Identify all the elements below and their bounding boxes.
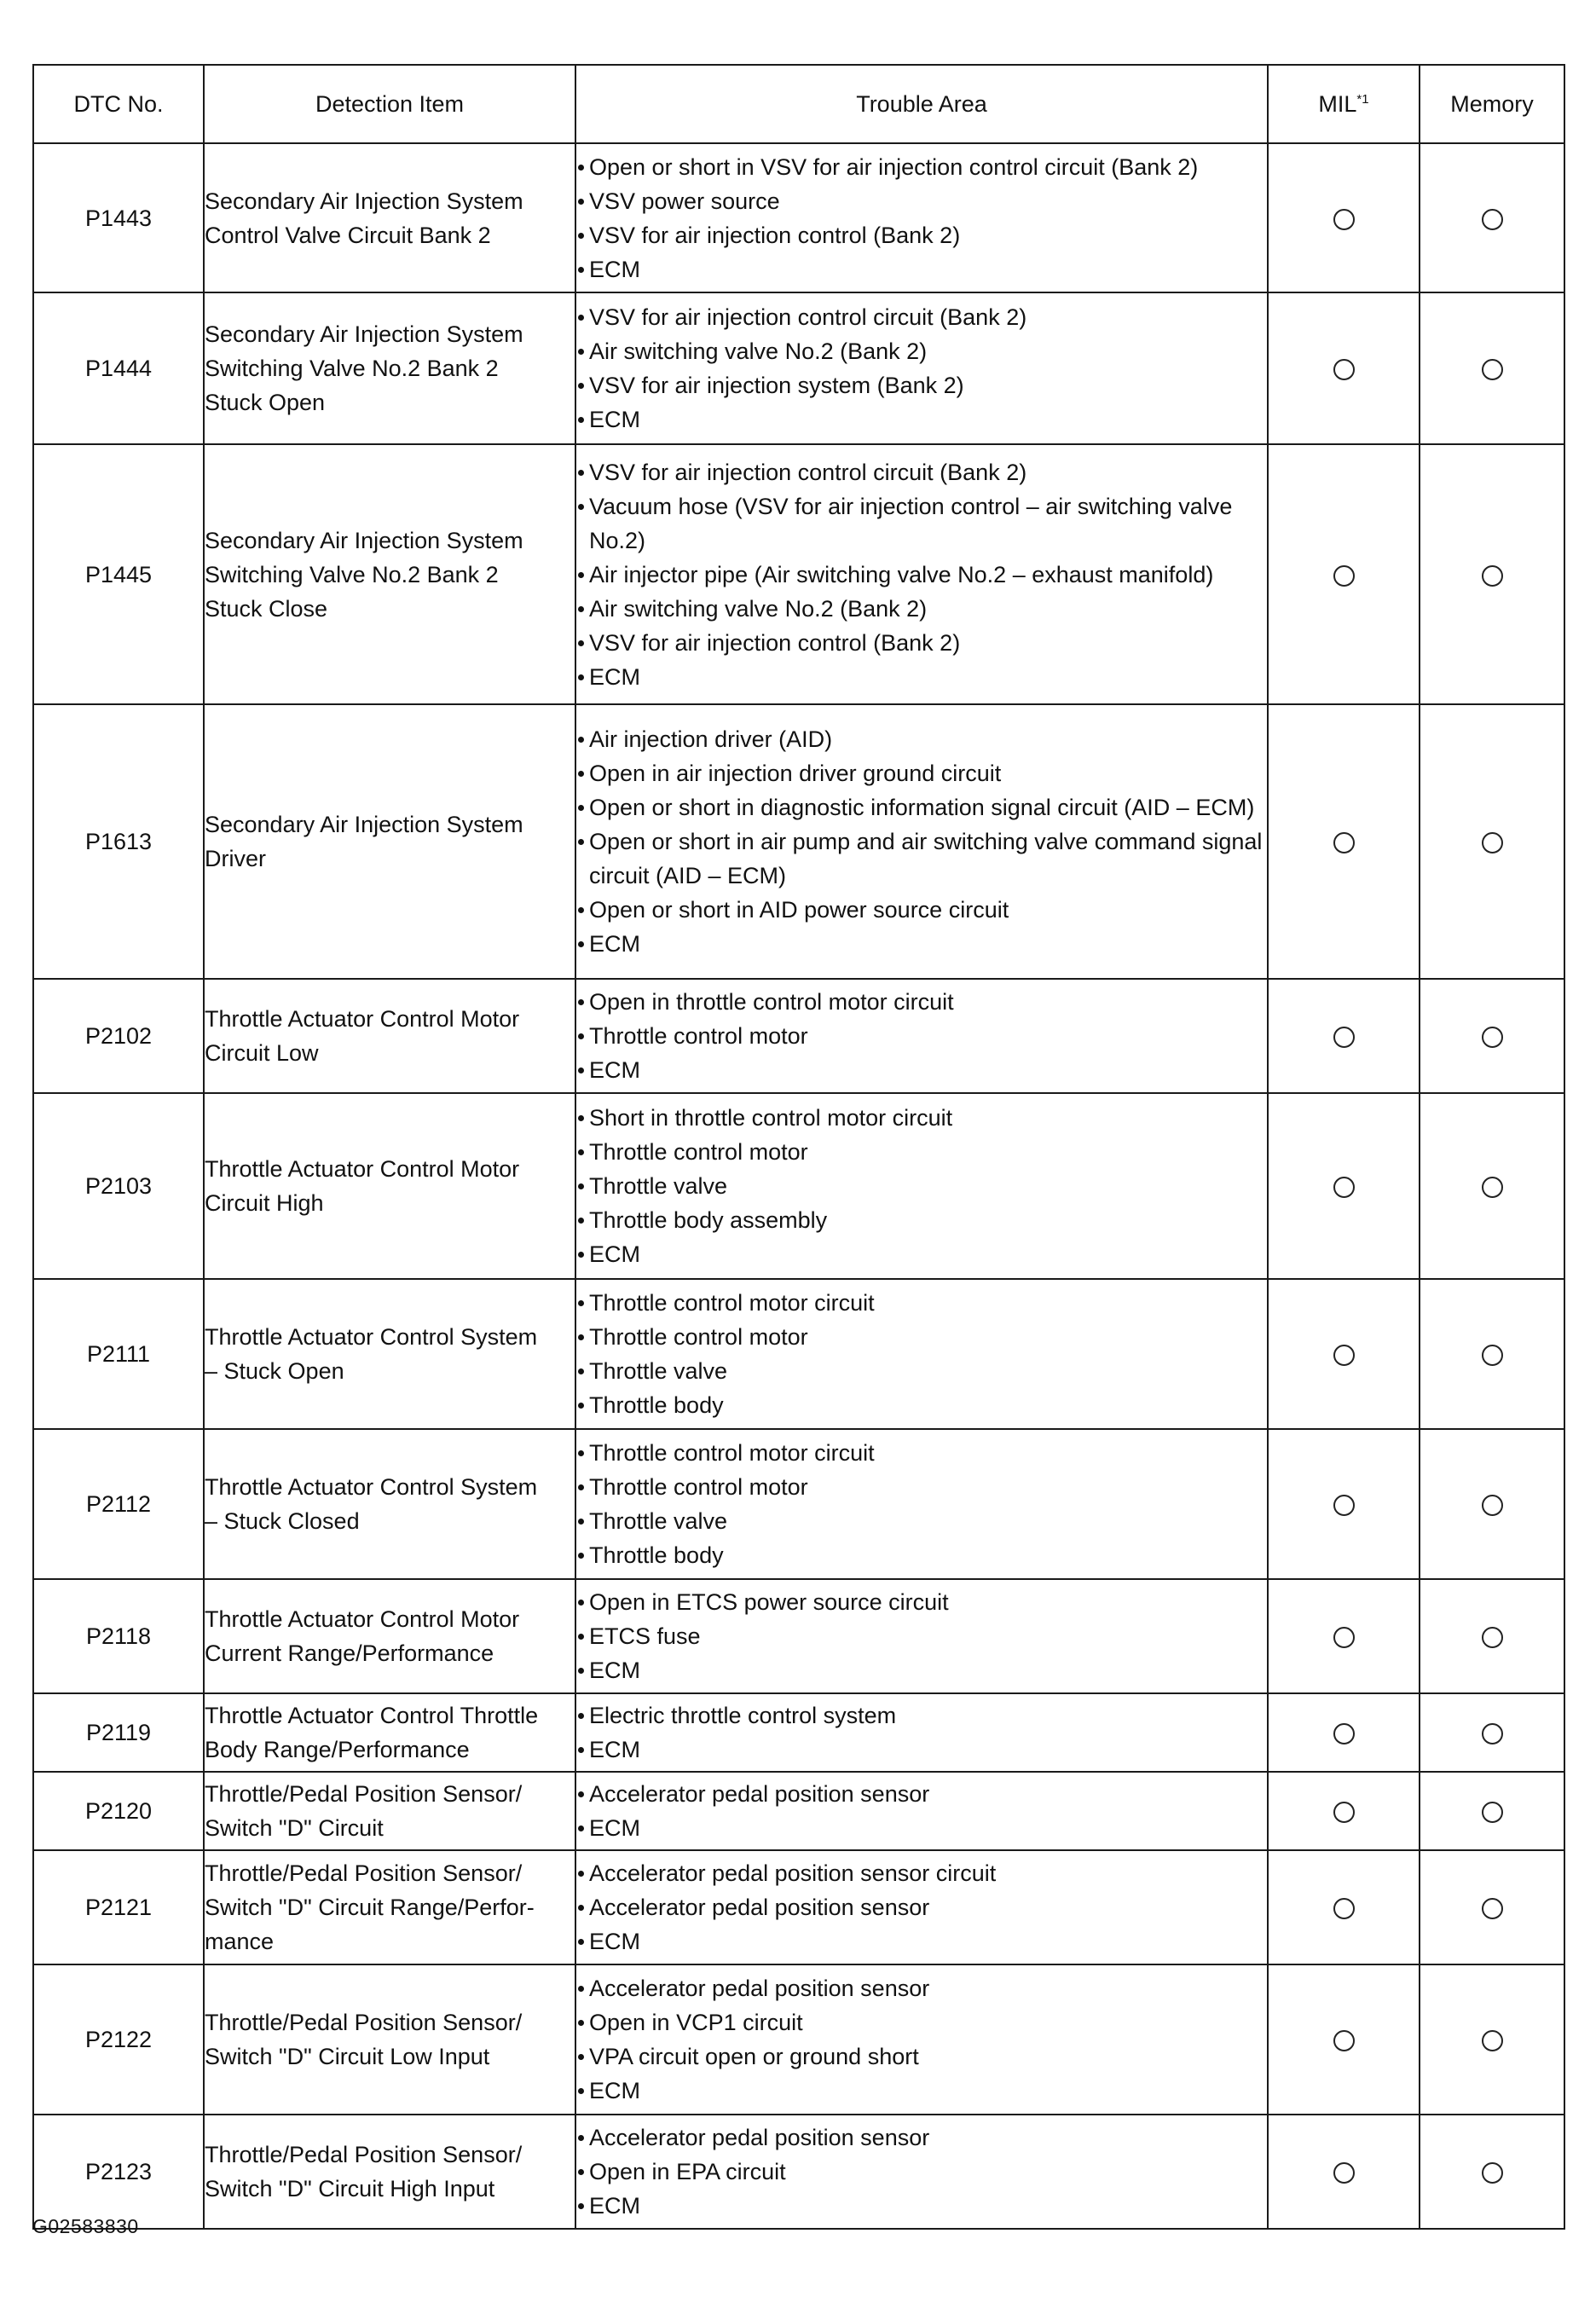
memory-cell: [1420, 1093, 1564, 1279]
trouble-area: [575, 143, 1268, 292]
trouble-area: [575, 1093, 1268, 1279]
trouble-area-item: Open in throttle control motor circuit: [576, 985, 1267, 1019]
trouble-area-item: Open or short in diagnostic information signal circuit (AID – ECM): [576, 790, 1267, 824]
trouble-area-list: [576, 1286, 1267, 1422]
trouble-area-list: [576, 1101, 1267, 1271]
memory-circle-icon: [1482, 1898, 1503, 1919]
trouble-area-item: Throttle valve: [576, 1169, 1267, 1203]
trouble-area-item: Throttle control motor: [576, 1019, 1267, 1053]
trouble-area-item: ECM: [576, 402, 1267, 437]
mil-cell: [1268, 979, 1420, 1093]
trouble-area-item: Throttle body assembly: [576, 1203, 1267, 1237]
trouble-area-list: [576, 1585, 1267, 1687]
detection-item: [204, 1850, 575, 1964]
detection-item-line: – Stuck Closed: [205, 1508, 360, 1534]
detection-item: [204, 1429, 575, 1579]
memory-cell: [1420, 704, 1564, 979]
trouble-area-item: ECM: [576, 252, 1267, 286]
trouble-area-list: [576, 1436, 1267, 1572]
mil-cell: [1268, 704, 1420, 979]
table-row: [33, 1093, 1564, 1279]
header-mil: [1268, 65, 1420, 143]
memory-circle-icon: [1482, 359, 1503, 380]
memory-cell: [1420, 1279, 1564, 1429]
trouble-area: [575, 1279, 1268, 1429]
trouble-area-item: Throttle body: [576, 1388, 1267, 1422]
detection-item-line: Stuck Close: [205, 595, 328, 622]
mil-cell: [1268, 292, 1420, 444]
header-detection-item: Detection Item: [204, 65, 575, 143]
mil-circle-icon: [1333, 1898, 1355, 1919]
detection-item-line: Secondary Air Injection System: [205, 527, 523, 553]
mil-circle-icon: [1333, 359, 1355, 380]
mil-circle-icon: [1333, 832, 1355, 853]
detection-item-line: Throttle Actuator Control Throttle: [205, 1703, 539, 1728]
detection-item-line: Circuit High: [205, 1190, 324, 1216]
detection-item: [204, 1964, 575, 2115]
header-memory: Memory: [1420, 65, 1564, 143]
trouble-area-list: [576, 722, 1267, 961]
table-body: [33, 143, 1564, 2229]
memory-cell: [1420, 1850, 1564, 1964]
detection-item-line: Driver: [205, 846, 266, 871]
trouble-area-list: [576, 1856, 1267, 1959]
trouble-area-list: [576, 2121, 1267, 2223]
figure-id: G02583830: [32, 2215, 139, 2237]
detection-item: [204, 704, 575, 979]
trouble-area-item: Throttle control motor: [576, 1320, 1267, 1354]
table-row: [33, 143, 1564, 292]
trouble-area-list: [576, 455, 1267, 694]
mil-circle-icon: [1333, 2030, 1355, 2051]
table-row: [33, 2115, 1564, 2229]
trouble-area-item: ECM: [576, 1733, 1267, 1767]
table-row: [33, 444, 1564, 704]
header-trouble-area: Trouble Area: [575, 65, 1268, 143]
memory-circle-icon: [1482, 1345, 1503, 1366]
memory-circle-icon: [1482, 1802, 1503, 1823]
trouble-area-item: Air injector pipe (Air switching valve No.2 – exhaust manifold): [576, 558, 1267, 592]
mil-circle-icon: [1333, 1495, 1355, 1516]
trouble-area-list: [576, 300, 1267, 437]
trouble-area-item: Open in EPA circuit: [576, 2155, 1267, 2189]
table-row: [33, 1693, 1564, 1772]
detection-item-line: Throttle Actuator Control Motor: [205, 1006, 520, 1032]
trouble-area-item: VSV for air injection control circuit (Bank 2): [576, 455, 1267, 489]
trouble-area-item: Accelerator pedal position sensor: [576, 1777, 1267, 1811]
dtc-code: P2102: [33, 979, 204, 1093]
trouble-area-item: Open or short in AID power source circuit: [576, 893, 1267, 927]
trouble-area-item: Open or short in VSV for air injection control circuit (Bank 2): [576, 150, 1267, 184]
table-row: [33, 1579, 1564, 1693]
trouble-area: [575, 1693, 1268, 1772]
memory-circle-icon: [1482, 209, 1503, 230]
memory-circle-icon: [1482, 1177, 1503, 1198]
trouble-area-item: Throttle body: [576, 1538, 1267, 1572]
detection-item-line: mance: [205, 1929, 275, 1954]
detection-item: [204, 1579, 575, 1693]
trouble-area-item: Throttle valve: [576, 1354, 1267, 1388]
detection-item-line: Throttle/Pedal Position Sensor/: [205, 1781, 523, 1807]
trouble-area: [575, 444, 1268, 704]
table-row: [33, 979, 1564, 1093]
memory-cell: [1420, 1772, 1564, 1850]
trouble-area: [575, 1772, 1268, 1850]
header-row: [33, 65, 1564, 143]
trouble-area-item: ECM: [576, 1924, 1267, 1959]
detection-item-line: Throttle Actuator Control Motor: [205, 1606, 520, 1632]
trouble-area-item: ETCS fuse: [576, 1619, 1267, 1653]
memory-cell: [1420, 143, 1564, 292]
dtc-code: P2121: [33, 1850, 204, 1964]
detection-item: [204, 1279, 575, 1429]
trouble-area-item: ECM: [576, 2074, 1267, 2108]
dtc-table: [32, 64, 1565, 2230]
dtc-code: P2103: [33, 1093, 204, 1279]
trouble-area-item: Open in ETCS power source circuit: [576, 1585, 1267, 1619]
trouble-area-list: [576, 1777, 1267, 1845]
trouble-area-item: Short in throttle control motor circuit: [576, 1101, 1267, 1135]
memory-cell: [1420, 444, 1564, 704]
trouble-area-item: ECM: [576, 660, 1267, 694]
mil-cell: [1268, 444, 1420, 704]
mil-cell: [1268, 1429, 1420, 1579]
trouble-area-item: Accelerator pedal position sensor: [576, 1890, 1267, 1924]
trouble-area-item: Throttle control motor circuit: [576, 1286, 1267, 1320]
trouble-area-item: Accelerator pedal position sensor circuit: [576, 1856, 1267, 1890]
trouble-area-item: Open in air injection driver ground circuit: [576, 756, 1267, 790]
trouble-area-list: [576, 985, 1267, 1087]
mil-cell: [1268, 1279, 1420, 1429]
detection-item-line: Throttle Actuator Control Motor: [205, 1156, 520, 1182]
detection-item: [204, 1693, 575, 1772]
mil-cell: [1268, 143, 1420, 292]
trouble-area-item: Air switching valve No.2 (Bank 2): [576, 592, 1267, 626]
dtc-code: P2119: [33, 1693, 204, 1772]
trouble-area-item: Electric throttle control system: [576, 1698, 1267, 1733]
memory-circle-icon: [1482, 2030, 1503, 2051]
detection-item-line: Switching Valve No.2 Bank 2: [205, 356, 499, 381]
detection-item: [204, 1093, 575, 1279]
trouble-area: [575, 292, 1268, 444]
trouble-area-item: ECM: [576, 1237, 1267, 1271]
mil-circle-icon: [1333, 1177, 1355, 1198]
memory-cell: [1420, 1964, 1564, 2115]
dtc-code: P1445: [33, 444, 204, 704]
memory-cell: [1420, 1429, 1564, 1579]
detection-item-line: Secondary Air Injection System: [205, 321, 523, 347]
trouble-area-item: ECM: [576, 1053, 1267, 1087]
detection-item-line: Switch "D" Circuit High Input: [205, 2176, 495, 2202]
dtc-code: P2120: [33, 1772, 204, 1850]
memory-circle-icon: [1482, 2162, 1503, 2184]
mil-cell: [1268, 2115, 1420, 2229]
detection-item-line: Control Valve Circuit Bank 2: [205, 222, 491, 248]
trouble-area-item: Throttle valve: [576, 1504, 1267, 1538]
trouble-area: [575, 979, 1268, 1093]
mil-cell: [1268, 1093, 1420, 1279]
trouble-area-item: VSV for air injection control (Bank 2): [576, 626, 1267, 660]
trouble-area-item: Throttle control motor circuit: [576, 1436, 1267, 1470]
memory-circle-icon: [1482, 1027, 1503, 1048]
trouble-area: [575, 1429, 1268, 1579]
trouble-area-item: Throttle control motor: [576, 1135, 1267, 1169]
table-row: [33, 1964, 1564, 2115]
table-row: [33, 1279, 1564, 1429]
mil-cell: [1268, 1964, 1420, 2115]
memory-cell: [1420, 2115, 1564, 2229]
detection-item-line: Switching Valve No.2 Bank 2: [205, 561, 499, 587]
trouble-area-item: Air switching valve No.2 (Bank 2): [576, 334, 1267, 368]
trouble-area: [575, 704, 1268, 979]
mil-circle-icon: [1333, 1723, 1355, 1744]
memory-circle-icon: [1482, 1723, 1503, 1744]
trouble-area-item: Accelerator pedal position sensor: [576, 1971, 1267, 2005]
mil-circle-icon: [1333, 1802, 1355, 1823]
trouble-area-item: ECM: [576, 2189, 1267, 2223]
detection-item-line: Throttle/Pedal Position Sensor/: [205, 2010, 523, 2035]
trouble-area-item: VSV for air injection system (Bank 2): [576, 368, 1267, 402]
detection-item-line: Switch "D" Circuit Range/Perfor-: [205, 1895, 535, 1920]
detection-item: [204, 444, 575, 704]
detection-item-line: Throttle/Pedal Position Sensor/: [205, 1860, 523, 1886]
dtc-code: P2122: [33, 1964, 204, 2115]
mil-cell: [1268, 1693, 1420, 1772]
detection-item: [204, 292, 575, 444]
detection-item-line: Switch "D" Circuit: [205, 1815, 384, 1841]
table-row: [33, 704, 1564, 979]
detection-item: [204, 979, 575, 1093]
detection-item-line: Stuck Open: [205, 390, 326, 415]
table-row: [33, 1429, 1564, 1579]
trouble-area-item: VSV power source: [576, 184, 1267, 218]
dtc-code: P2111: [33, 1279, 204, 1429]
detection-item: [204, 143, 575, 292]
detection-item-line: Body Range/Performance: [205, 1737, 470, 1762]
memory-circle-icon: [1482, 1495, 1503, 1516]
trouble-area: [575, 1964, 1268, 2115]
trouble-area-item: Open in VCP1 circuit: [576, 2005, 1267, 2040]
memory-cell: [1420, 1579, 1564, 1693]
trouble-area: [575, 1579, 1268, 1693]
memory-cell: [1420, 292, 1564, 444]
trouble-area-item: Air injection driver (AID): [576, 722, 1267, 756]
dtc-code: P2118: [33, 1579, 204, 1693]
dtc-code: P1443: [33, 143, 204, 292]
dtc-code: P2123: [33, 2115, 204, 2229]
trouble-area-item: Open or short in air pump and air switching valve command signal circuit (AID – ECM): [576, 824, 1267, 893]
detection-item-line: – Stuck Open: [205, 1358, 344, 1384]
mil-cell: [1268, 1850, 1420, 1964]
detection-item-line: Secondary Air Injection System: [205, 812, 523, 837]
detection-item-line: Throttle Actuator Control System: [205, 1474, 538, 1500]
trouble-area-list: [576, 1698, 1267, 1767]
mil-circle-icon: [1333, 1345, 1355, 1366]
trouble-area: [575, 1850, 1268, 1964]
table-row: [33, 1772, 1564, 1850]
trouble-area-item: Accelerator pedal position sensor: [576, 2121, 1267, 2155]
trouble-area-item: VSV for air injection control circuit (Bank 2): [576, 300, 1267, 334]
detection-item: [204, 1772, 575, 1850]
mil-circle-icon: [1333, 209, 1355, 230]
trouble-area-item: ECM: [576, 927, 1267, 961]
mil-cell: [1268, 1772, 1420, 1850]
trouble-area-item: ECM: [576, 1811, 1267, 1845]
detection-item-line: Switch "D" Circuit Low Input: [205, 2044, 490, 2069]
detection-item-line: Secondary Air Injection System: [205, 188, 523, 214]
trouble-area-list: [576, 1971, 1267, 2108]
trouble-area-item: VPA circuit open or ground short: [576, 2040, 1267, 2074]
detection-item: [204, 2115, 575, 2229]
detection-item-line: Throttle/Pedal Position Sensor/: [205, 2142, 523, 2167]
mil-circle-icon: [1333, 565, 1355, 587]
table-row: [33, 1850, 1564, 1964]
memory-cell: [1420, 979, 1564, 1093]
dtc-code: P1613: [33, 704, 204, 979]
trouble-area-item: ECM: [576, 1653, 1267, 1687]
memory-circle-icon: [1482, 1627, 1503, 1648]
dtc-code: P2112: [33, 1429, 204, 1579]
trouble-area-list: [576, 150, 1267, 286]
trouble-area-item: Vacuum hose (VSV for air injection control – air switching valve No.2): [576, 489, 1267, 558]
detection-item-line: Current Range/Performance: [205, 1640, 494, 1666]
dtc-code: P1444: [33, 292, 204, 444]
table-row: [33, 292, 1564, 444]
trouble-area: [575, 2115, 1268, 2229]
detection-item-line: Throttle Actuator Control System: [205, 1324, 538, 1350]
mil-circle-icon: [1333, 1627, 1355, 1648]
mil-circle-icon: [1333, 2162, 1355, 2184]
header-dtc-no: DTC No.: [33, 65, 204, 143]
detection-item-line: Circuit Low: [205, 1040, 319, 1066]
memory-circle-icon: [1482, 832, 1503, 853]
header-mil-label: MIL: [1318, 91, 1357, 117]
mil-cell: [1268, 1579, 1420, 1693]
trouble-area-item: VSV for air injection control (Bank 2): [576, 218, 1267, 252]
header-mil-footnote: *1: [1356, 92, 1369, 107]
memory-circle-icon: [1482, 565, 1503, 587]
trouble-area-item: Throttle control motor: [576, 1470, 1267, 1504]
memory-cell: [1420, 1693, 1564, 1772]
mil-circle-icon: [1333, 1027, 1355, 1048]
